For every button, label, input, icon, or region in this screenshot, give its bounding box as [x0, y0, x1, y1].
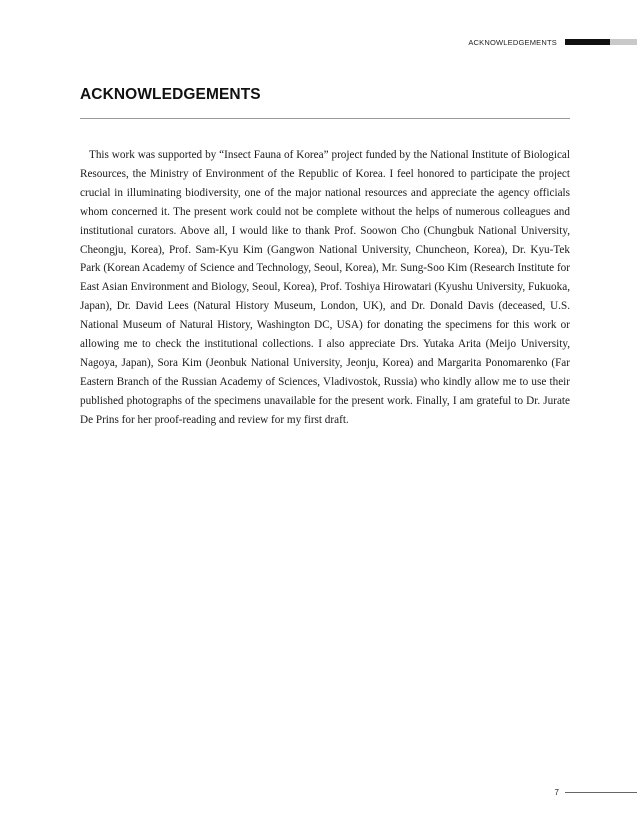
section-title: ACKNOWLEDGEMENTS — [80, 86, 261, 103]
running-header-dark-bar — [565, 39, 610, 45]
running-header — [468, 37, 637, 47]
running-header-light-bar — [610, 39, 637, 45]
acknowledgements-paragraph: This work was supported by “Insect Fauna of Korea” project funded by the National Institute of Biological Resources, the Ministry of Environment of the Republic of Korea. I feel honored to participate the project crucial in illuminating biodiversity, one of the major national resources and appreciate the agency officials whom concerned it. The present work could not be complete without the helps of numerous colleagues and institutional curators. Above all, I would like to thank Prof. Soowon Cho (Chungbuk National University, Cheongju, Korea), Prof. Sam-Kyu Kim (Gangwon National University, Chuncheon, Korea), Dr. Kyu-Tek Park (Korean Academy of Science and Technology, Seoul, Korea), Mr. Sung-Soo Kim (Research Institute for East Asian Environment and Biology, Seoul, Korea), Prof. Toshiya Hirowatari (Kyushu University, Fukuoka, Japan), Dr. David Lees (Natural History Museum, London, UK), and Dr. Donald Davis (deceased, U.S. National Museum of Natural History, Washington DC, USA) for donating the specimens for this work or allowing me to check the institutional collections. I also appreciate Drs. Yutaka Arita (Meijo University, Nagoya, Japan), Sora Kim (Jeonbuk National University, Jeonju, Korea) and Margarita Ponomarenko (Far Eastern Branch of the Russian Academy of Sciences, Vladivostok, Russia) who kindly allow me to use their published photographs of the specimens unavailable for the present work. Finally, I am grateful to Dr. Jurate De Prins for her proof-reading and review for my first draft. — [80, 149, 570, 426]
running-header-text: ACKNOWLEDGEMENTS — [468, 37, 557, 47]
page-footer — [555, 788, 637, 797]
page-number: 7 — [554, 788, 559, 797]
footer-rule — [565, 792, 637, 793]
title-divider — [80, 118, 570, 119]
